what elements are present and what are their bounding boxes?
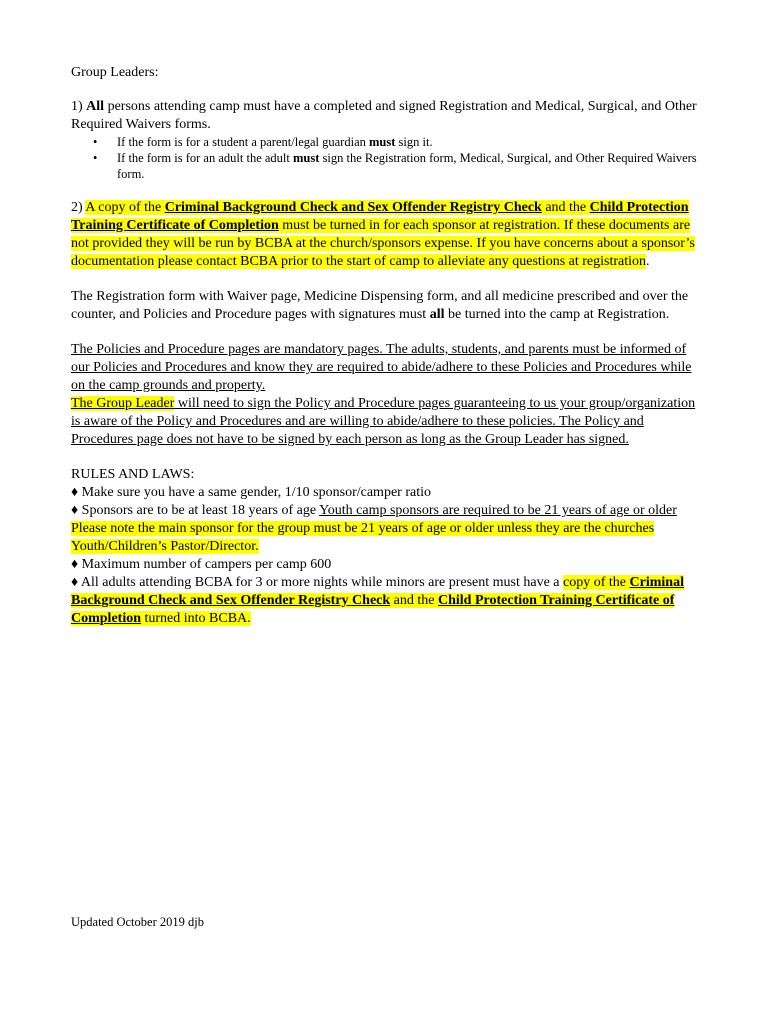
section-4-text: will need to sign the Policy and Procedure pages guaranteeing to us your group/organization is aware of the Policy and Procedures and are willing to abide/adhere to these policies. The Policy and Procedures page does not have to be signed by each person as long as the Group Leader has signed. bbox=[71, 396, 696, 447]
section-2-text: and the bbox=[541, 200, 590, 215]
section-2-highlight bbox=[71, 200, 695, 269]
diamond-icon: ♦ bbox=[71, 485, 79, 500]
rule-2 bbox=[71, 502, 703, 556]
rule-highlight-text: Please note the main sponsor for the group must be 21 years of age or older unless they are the churches Youth/Children’s Pastor/Director. bbox=[71, 521, 655, 554]
section-4-text: The Policies and Procedure pages are mandatory pages. The adults, students, and parents must be informed of our Policies and Procedures and know they are required to abide/adhere to these Policies and Procedures while on the camp grounds and property. bbox=[71, 342, 692, 393]
rule-text: Make sure you have a same gender, 1/10 sponsor/camper ratio bbox=[78, 485, 431, 500]
diamond-icon: ♦ bbox=[71, 575, 79, 590]
rule-text: Maximum number of campers per camp 600 bbox=[78, 557, 332, 572]
footer-updated: Updated October 2019 djb bbox=[71, 915, 204, 929]
section-3-text: The Registration form with Waiver page, Medicine Dispensing form, and all medicine prescribed and over the counter, and Policies and Procedure pages with signatures must bbox=[71, 289, 689, 322]
document-body bbox=[71, 64, 703, 628]
criminal-background-check-label: Criminal Background Check and Sex Offender Registry Check bbox=[164, 200, 542, 215]
section-3-text: be turned into the camp at Registration. bbox=[444, 307, 670, 322]
section-2-text: A copy of the bbox=[85, 200, 165, 215]
diamond-icon: ♦ bbox=[71, 503, 79, 518]
bullet-bold: must bbox=[369, 135, 396, 149]
child-protection-training-label: Child Protection Training Certificate of Completion bbox=[71, 593, 675, 626]
section-1 bbox=[71, 98, 703, 182]
criminal-background-check-label: Criminal Background Check and Sex Offender Registry Check bbox=[71, 575, 684, 608]
rules-section bbox=[71, 466, 703, 628]
bullet-icon: • bbox=[93, 151, 98, 165]
heading-group-leaders: Group Leaders: bbox=[71, 65, 159, 80]
list-item bbox=[71, 134, 703, 150]
section-2-number: 2) bbox=[71, 200, 86, 215]
rule-text: Sponsors are to be at least 18 years of age bbox=[78, 503, 320, 518]
bullet-text: If the form is for an adult the adult bbox=[117, 151, 293, 165]
section-1-text bbox=[71, 98, 703, 134]
rule-4 bbox=[71, 574, 703, 628]
section-1-body: persons attending camp must have a completed and signed Registration and Medical, Surgical, and Other Required Waivers forms. bbox=[71, 99, 697, 132]
bullet-bold: must bbox=[293, 151, 320, 165]
rules-heading: RULES AND LAWS: bbox=[71, 467, 195, 482]
rule-text: copy of the bbox=[563, 575, 630, 590]
group-leader-highlight: The Group Leader bbox=[71, 396, 175, 411]
bullet-text: sign the Registration form, Medical, Surgical, and Other Required Waivers form. bbox=[117, 151, 697, 181]
section-3 bbox=[71, 288, 703, 324]
rule-text: turned into BCBA. bbox=[141, 611, 251, 626]
list-item bbox=[71, 150, 703, 182]
section-1-bold-all: All bbox=[86, 99, 105, 114]
section-3-bold-all: all bbox=[429, 307, 445, 322]
child-protection-training-label: Child Protection Training Certificate of Completion bbox=[71, 200, 689, 233]
section-1-bullet-list bbox=[71, 134, 703, 182]
rule-3 bbox=[71, 556, 703, 574]
bullet-text: sign it. bbox=[395, 135, 433, 149]
rule-underlined-text: Youth camp sponsors are required to be 21 years of age or older bbox=[319, 503, 677, 518]
bullet-text: If the form is for a student a parent/legal guardian bbox=[117, 135, 369, 149]
section-2-period: . bbox=[646, 254, 650, 269]
section-2-text: must be turned in for each sponsor at registration. If these documents are not provided they will be run by BCBA at the church/sponsors expense. If you have concerns about a sponsor’s documentation please contact BCBA prior to the start of camp to alleviate any questions at registration bbox=[71, 218, 695, 269]
rule-text: and the bbox=[390, 593, 438, 608]
rule-text: All adults attending BCBA for 3 or more nights while minors are present must have a bbox=[78, 575, 564, 590]
section-1-number: 1) bbox=[71, 99, 87, 114]
rule-1 bbox=[71, 484, 703, 502]
bullet-icon: • bbox=[93, 135, 98, 149]
diamond-icon: ♦ bbox=[71, 557, 79, 572]
section-4 bbox=[71, 341, 703, 449]
section-2 bbox=[71, 199, 703, 271]
